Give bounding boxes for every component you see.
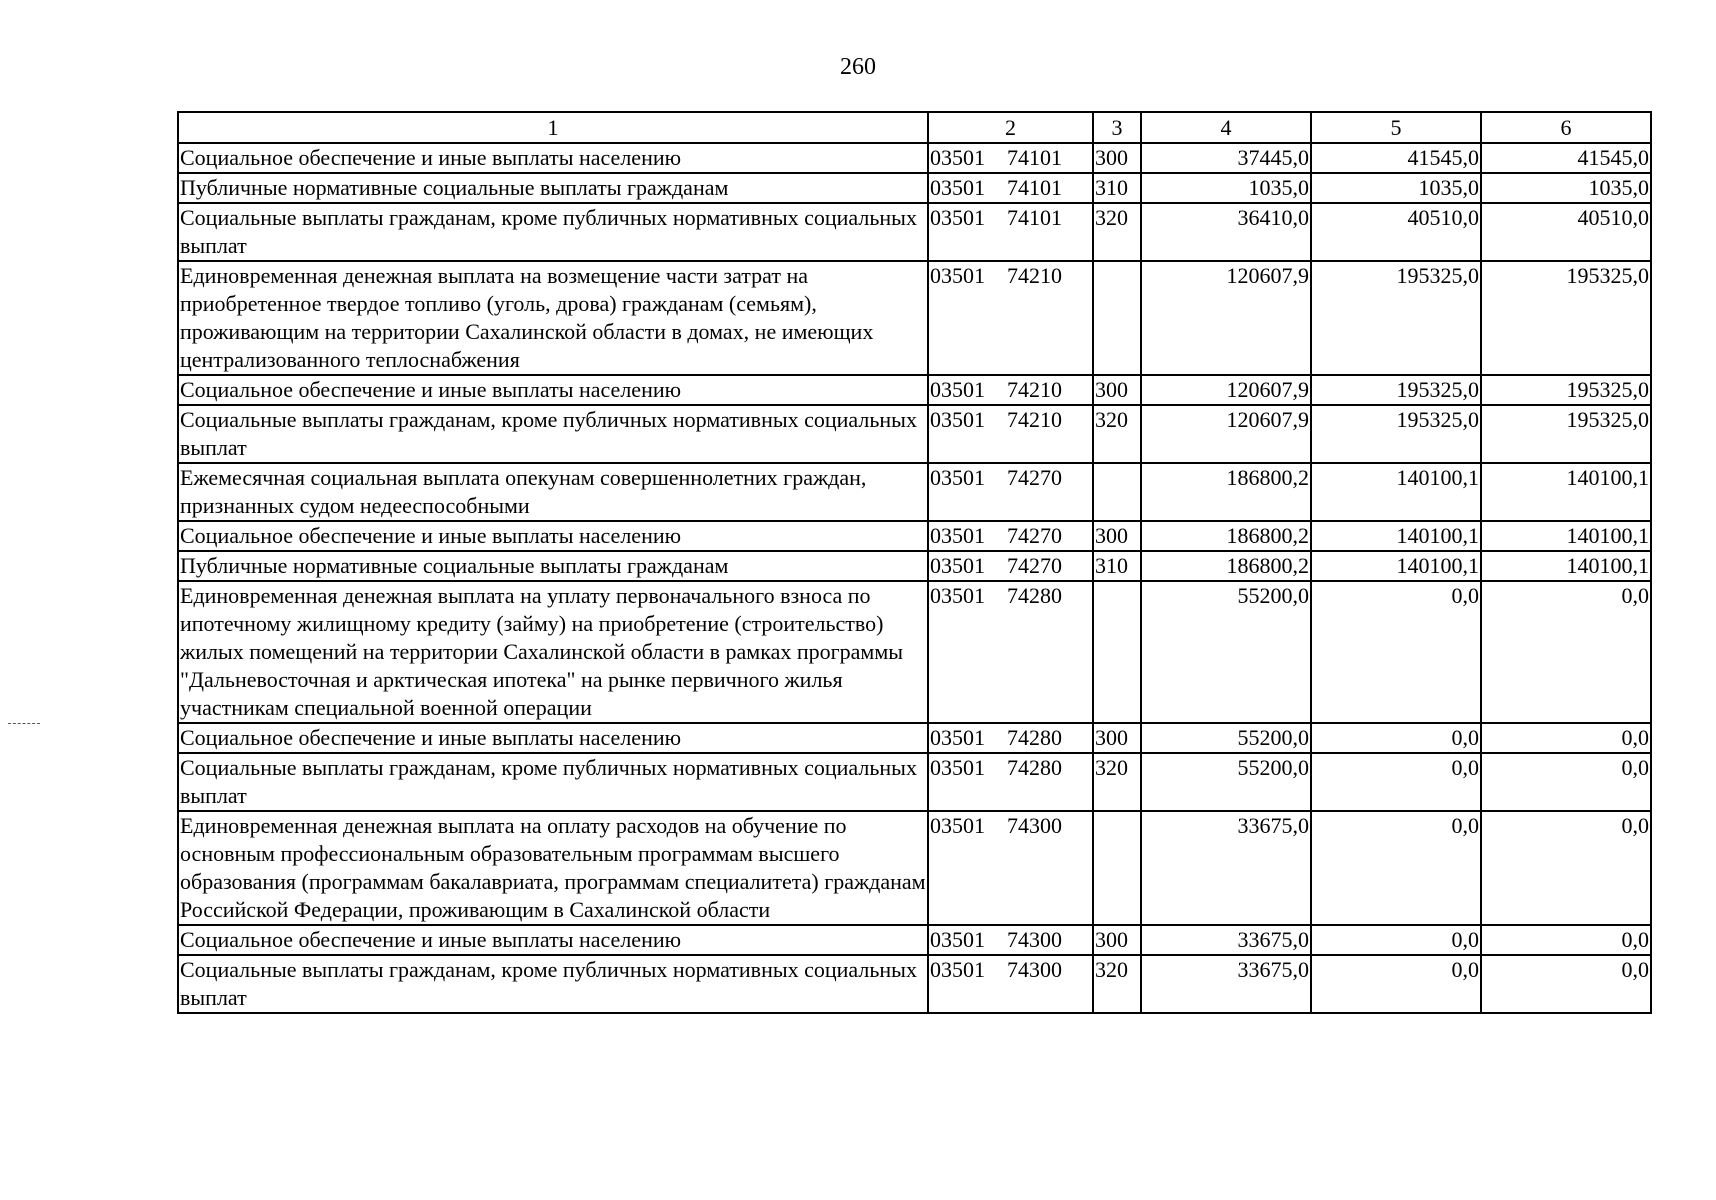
amount-col-5: 0,0 <box>1311 811 1481 925</box>
expense-type-code: 300 <box>1093 375 1141 405</box>
page-number: 260 <box>840 54 876 80</box>
row-name: Социальные выплаты гражданам, кроме публичных нормативных социальных выплат <box>178 203 928 261</box>
row-name: Публичные нормативные социальные выплаты гражданам <box>178 551 928 581</box>
table-row <box>178 551 1651 581</box>
section-code: 03501 <box>930 145 985 170</box>
amount-col-4: 120607,9 <box>1141 405 1311 463</box>
row-name: Единовременная денежная выплата на возмещение части затрат на приобретенное твердое топливо (уголь, дрова) гражданам (семьям), проживающим на территории Сахалинской области в домах, не имеющих централизованного теплоснабжения <box>178 261 928 375</box>
section-code: 03501 <box>930 553 985 578</box>
amount-col-5: 195325,0 <box>1311 375 1481 405</box>
row-name: Социальное обеспечение и иные выплаты населению <box>178 375 928 405</box>
table-row <box>178 261 1651 375</box>
amount-col-4: 1035,0 <box>1141 173 1311 203</box>
scan-mark <box>8 723 40 724</box>
column-header-4: 4 <box>1141 112 1311 143</box>
expense-type-code: 320 <box>1093 955 1141 1013</box>
amount-col-5: 140100,1 <box>1311 463 1481 521</box>
amount-col-4: 186800,2 <box>1141 521 1311 551</box>
target-article-code: 74270 <box>1007 465 1062 490</box>
row-code-cell <box>928 261 1093 375</box>
amount-col-6: 0,0 <box>1481 955 1651 1013</box>
expense-type-code: 300 <box>1093 723 1141 753</box>
target-article-code: 74101 <box>1007 175 1062 200</box>
table-row <box>178 925 1651 955</box>
amount-col-6: 0,0 <box>1481 811 1651 925</box>
table-row <box>178 375 1651 405</box>
amount-col-6: 140100,1 <box>1481 551 1651 581</box>
section-code: 03501 <box>930 927 985 952</box>
target-article-code: 74101 <box>1007 205 1062 230</box>
column-header-3: 3 <box>1093 112 1141 143</box>
expense-type-code: 310 <box>1093 551 1141 581</box>
amount-col-6: 0,0 <box>1481 753 1651 811</box>
row-name: Социальное обеспечение и иные выплаты населению <box>178 723 928 753</box>
budget-table <box>177 111 1652 1014</box>
amount-col-6: 140100,1 <box>1481 521 1651 551</box>
row-name: Социальное обеспечение и иные выплаты населению <box>178 521 928 551</box>
expense-type-code: 310 <box>1093 173 1141 203</box>
amount-col-5: 0,0 <box>1311 753 1481 811</box>
section-code: 03501 <box>930 725 985 750</box>
expense-type-code: 320 <box>1093 753 1141 811</box>
row-name: Единовременная денежная выплата на оплату расходов на обучение по основным профессиональным образовательным программам высшего образования (программам бакалавриата, программам специалитета) гражданам Российской Федерации, проживающим в Сахалинской области <box>178 811 928 925</box>
target-article-code: 74210 <box>1007 377 1062 402</box>
row-name: Ежемесячная социальная выплата опекунам совершеннолетних граждан, признанных судом недееспособными <box>178 463 928 521</box>
row-name: Социальные выплаты гражданам, кроме публичных нормативных социальных выплат <box>178 405 928 463</box>
row-code-cell <box>928 173 1093 203</box>
amount-col-6: 0,0 <box>1481 723 1651 753</box>
target-article-code: 74270 <box>1007 523 1062 548</box>
column-header-5: 5 <box>1311 112 1481 143</box>
row-name: Социальные выплаты гражданам, кроме публичных нормативных социальных выплат <box>178 753 928 811</box>
row-code-cell <box>928 925 1093 955</box>
section-code: 03501 <box>930 813 985 838</box>
target-article-code: 74300 <box>1007 927 1062 952</box>
amount-col-5: 140100,1 <box>1311 551 1481 581</box>
target-article-code: 74280 <box>1007 725 1062 750</box>
amount-col-5: 195325,0 <box>1311 405 1481 463</box>
amount-col-4: 37445,0 <box>1141 143 1311 173</box>
section-code: 03501 <box>930 205 985 230</box>
section-code: 03501 <box>930 377 985 402</box>
amount-col-6: 195325,0 <box>1481 261 1651 375</box>
row-code-cell <box>928 375 1093 405</box>
table-row <box>178 173 1651 203</box>
table-row <box>178 811 1651 925</box>
expense-type-code: 300 <box>1093 521 1141 551</box>
table-row <box>178 753 1651 811</box>
expense-type-code <box>1093 463 1141 521</box>
target-article-code: 74210 <box>1007 407 1062 432</box>
target-article-code: 74270 <box>1007 553 1062 578</box>
table-row <box>178 521 1651 551</box>
expense-type-code: 300 <box>1093 143 1141 173</box>
row-code-cell <box>928 551 1093 581</box>
target-article-code: 74300 <box>1007 957 1062 982</box>
expense-type-code: 320 <box>1093 405 1141 463</box>
column-header-6: 6 <box>1481 112 1651 143</box>
amount-col-5: 1035,0 <box>1311 173 1481 203</box>
row-code-cell <box>928 143 1093 173</box>
amount-col-4: 55200,0 <box>1141 723 1311 753</box>
expense-type-code <box>1093 811 1141 925</box>
column-header-2: 2 <box>928 112 1093 143</box>
amount-col-5: 0,0 <box>1311 955 1481 1013</box>
row-name: Социальное обеспечение и иные выплаты населению <box>178 143 928 173</box>
target-article-code: 74280 <box>1007 755 1062 780</box>
target-article-code: 74280 <box>1007 583 1062 608</box>
row-name: Социальное обеспечение и иные выплаты населению <box>178 925 928 955</box>
table-row <box>178 955 1651 1013</box>
section-code: 03501 <box>930 957 985 982</box>
amount-col-6: 40510,0 <box>1481 203 1651 261</box>
amount-col-4: 33675,0 <box>1141 925 1311 955</box>
row-code-cell <box>928 463 1093 521</box>
amount-col-5: 140100,1 <box>1311 521 1481 551</box>
amount-col-4: 33675,0 <box>1141 811 1311 925</box>
row-code-cell <box>928 723 1093 753</box>
table-row <box>178 581 1651 723</box>
section-code: 03501 <box>930 755 985 780</box>
expense-type-code <box>1093 261 1141 375</box>
amount-col-5: 0,0 <box>1311 581 1481 723</box>
expense-type-code <box>1093 581 1141 723</box>
amount-col-5: 0,0 <box>1311 723 1481 753</box>
target-article-code: 74300 <box>1007 813 1062 838</box>
row-code-cell <box>928 203 1093 261</box>
target-article-code: 74210 <box>1007 263 1062 288</box>
amount-col-4: 120607,9 <box>1141 375 1311 405</box>
row-code-cell <box>928 753 1093 811</box>
amount-col-6: 195325,0 <box>1481 375 1651 405</box>
section-code: 03501 <box>930 583 985 608</box>
target-article-code: 74101 <box>1007 145 1062 170</box>
row-code-cell <box>928 581 1093 723</box>
row-code-cell <box>928 811 1093 925</box>
amount-col-4: 120607,9 <box>1141 261 1311 375</box>
table-row <box>178 405 1651 463</box>
table-row <box>178 203 1651 261</box>
amount-col-4: 33675,0 <box>1141 955 1311 1013</box>
amount-col-6: 195325,0 <box>1481 405 1651 463</box>
amount-col-4: 36410,0 <box>1141 203 1311 261</box>
expense-type-code: 300 <box>1093 925 1141 955</box>
amount-col-6: 41545,0 <box>1481 143 1651 173</box>
amount-col-4: 186800,2 <box>1141 463 1311 521</box>
amount-col-6: 0,0 <box>1481 581 1651 723</box>
row-code-cell <box>928 405 1093 463</box>
section-code: 03501 <box>930 465 985 490</box>
amount-col-5: 0,0 <box>1311 925 1481 955</box>
column-header-1: 1 <box>178 112 928 143</box>
row-name: Социальные выплаты гражданам, кроме публичных нормативных социальных выплат <box>178 955 928 1013</box>
amount-col-6: 1035,0 <box>1481 173 1651 203</box>
row-name: Единовременная денежная выплата на уплату первоначального взноса по ипотечному жилищному кредиту (займу) на приобретение (строительство) жилых помещений на территории Сахалинской области в рамках программы "Дальневосточная и арктическая ипотека" на рынке первичного жилья участникам специальной военной операции <box>178 581 928 723</box>
table-body <box>178 143 1651 1013</box>
section-code: 03501 <box>930 263 985 288</box>
amount-col-4: 55200,0 <box>1141 581 1311 723</box>
row-code-cell <box>928 955 1093 1013</box>
table-row <box>178 143 1651 173</box>
amount-col-4: 186800,2 <box>1141 551 1311 581</box>
expense-type-code: 320 <box>1093 203 1141 261</box>
amount-col-6: 0,0 <box>1481 925 1651 955</box>
amount-col-6: 140100,1 <box>1481 463 1651 521</box>
amount-col-5: 195325,0 <box>1311 261 1481 375</box>
row-code-cell <box>928 521 1093 551</box>
row-name: Публичные нормативные социальные выплаты гражданам <box>178 173 928 203</box>
table-row <box>178 723 1651 753</box>
table-row <box>178 463 1651 521</box>
section-code: 03501 <box>930 175 985 200</box>
section-code: 03501 <box>930 407 985 432</box>
amount-col-4: 55200,0 <box>1141 753 1311 811</box>
amount-col-5: 40510,0 <box>1311 203 1481 261</box>
section-code: 03501 <box>930 523 985 548</box>
table-header-row <box>178 112 1651 143</box>
amount-col-5: 41545,0 <box>1311 143 1481 173</box>
